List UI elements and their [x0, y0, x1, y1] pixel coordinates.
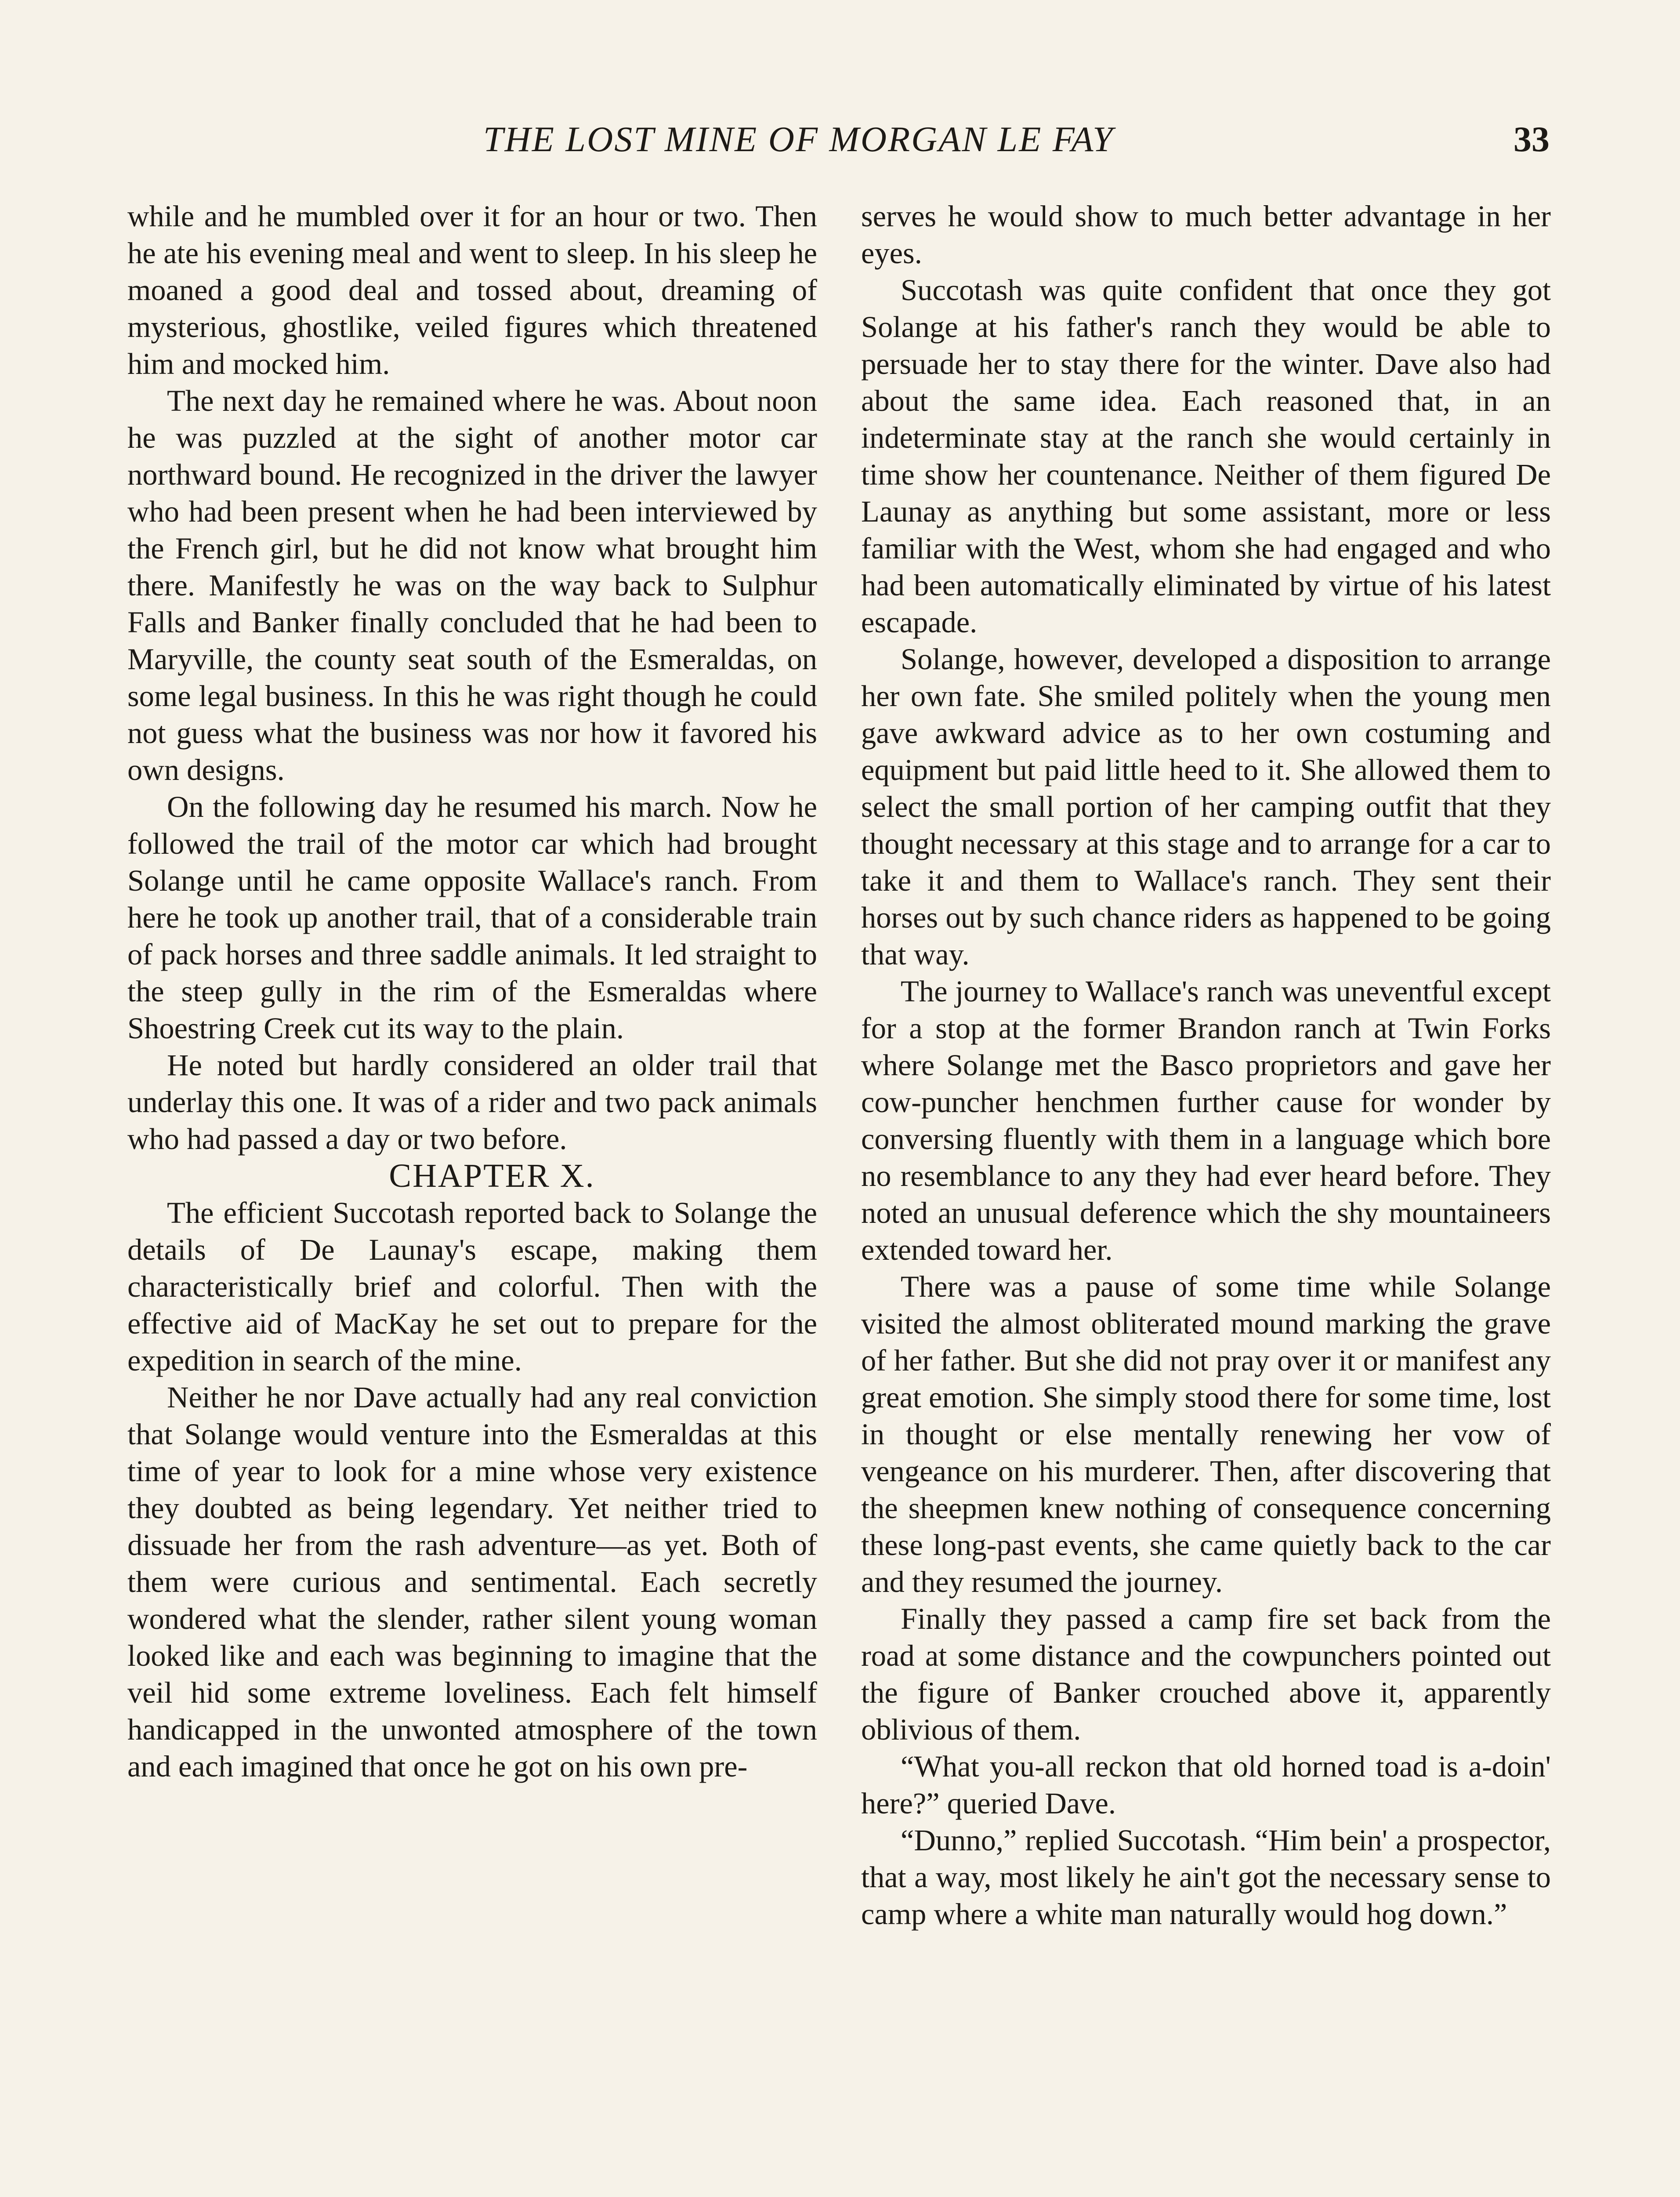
paragraph: On the following day he resumed his march. Now he followed the trail of the motor car which had brought Solange until he came opposite Wallace's ranch. From here he took up another trail, that of a considerable train of pack horses and three saddle animals. It led straight to the steep gully in the rim of the Esmeraldas where Shoestring Creek cut its way to the plain. — [127, 790, 817, 1045]
paragraph: Succotash was quite confident that once they got Solange at his father's ranch they would be able to persuade her to stay there for the winter. Dave also had about the same idea. Each reasoned that, in an indeterminate stay at the ranch she would certainly in time show her countenance. Neither of them figured De Launay as anything but some assistant, more or less familiar with the West, whom she had engaged and who had been automatically eliminated by virtue of his latest escapade. — [861, 273, 1551, 639]
page-number: 33 — [1513, 119, 1550, 159]
paragraph: Solange, however, developed a disposition to arrange her own fate. She smiled politely when the young men gave awkward advice as to her own costuming and equipment but paid little heed to it. She allowed them to select the small portion of her camping outfit that they thought necessary at this stage and to arrange for a car to take it and them to Wallace's ranch. They sent their horses out by such chance riders as happened to be going that way. — [861, 642, 1551, 971]
paragraph: The journey to Wallace's ranch was uneventful except for a stop at the former Brandon ranch at Twin Forks where Solange met the Basco proprietors and gave her cow-puncher henchmen further cause for wonder by conversing fluently with them in a language which bore no resemblance to any they had ever heard before. They noted an unusual deference which the shy mountaineers extended toward her. — [861, 975, 1551, 1266]
chapter-heading: CHAPTER X. — [389, 1157, 595, 1194]
page-header — [0, 119, 1680, 171]
running-title: THE LOST MINE OF MORGAN LE FAY — [483, 119, 1114, 159]
paragraph: He noted but hardly considered an older trail that underlay this one. It was of a rider and two pack animals who had passed a day or two before. — [127, 1048, 817, 1156]
right-column — [861, 198, 1551, 1932]
paragraph: The next day he remained where he was. About noon he was puzzled at the sight of another motor car northward bound. He recognized in the driver the lawyer who had been present when he had been interviewed by the French girl, but he did not know what brought him there. Manifestly he was on the way back to Sulphur Falls and Banker finally concluded that he had been to Maryville, the county seat south of the Esmeraldas, on some legal business. In this he was right though he could not guess what the business was nor how it favored his own designs. — [127, 384, 817, 787]
paragraph: serves he would show to much better advantage in her eyes. — [861, 199, 1551, 270]
left-column — [127, 198, 817, 1785]
paragraph: The efficient Succotash reported back to Solange the details of De Launay's escape, making them characteristically brief and colorful. Then with the effective aid of MacKay he set out to prepare for the expedition in search of the mine. — [127, 1196, 817, 1377]
paragraph: while and he mumbled over it for an hour or two. Then he ate his evening meal and went to sleep. In his sleep he moaned a good deal and tossed about, dreaming of mysterious, ghostlike, veiled figures which threatened him and mocked him. — [127, 199, 817, 381]
paragraph: “Dunno,” replied Succotash. “Him bein' a prospector, that a way, most likely he ain't got the necessary sense to camp where a white man naturally would hog down.” — [861, 1824, 1551, 1931]
paragraph: Neither he nor Dave actually had any real conviction that Solange would venture into the Esmeraldas at this time of year to look for a mine whose very existence they doubted as being legendary. Yet neither tried to dissuade her from the rash adventure—as yet. Both of them were curious and sentimental. Each secretly wondered what the slender, rather silent young woman looked like and each was beginning to imagine that the veil hid some extreme loveliness. Each felt himself handicapped in the unwonted atmosphere of the town and each imagined that once he got on his own pre- — [127, 1381, 817, 1783]
paragraph: “What you-all reckon that old horned toad is a-doin' here?” queried Dave. — [861, 1750, 1551, 1820]
paragraph: There was a pause of some time while Solange visited the almost obliterated mound marking the grave of her father. But she did not pray over it or manifest any great emotion. She simply stood there for some time, lost in thought or else mentally renewing her vow of vengeance on his murderer. Then, after discovering that the sheepmen knew nothing of consequence concerning these long-past events, she came quietly back to the car and they resumed the journey. — [861, 1270, 1551, 1599]
paragraph: Finally they passed a camp fire set back from the road at some distance and the cowpunchers pointed out the figure of Banker crouched above it, apparently oblivious of them. — [861, 1602, 1551, 1746]
